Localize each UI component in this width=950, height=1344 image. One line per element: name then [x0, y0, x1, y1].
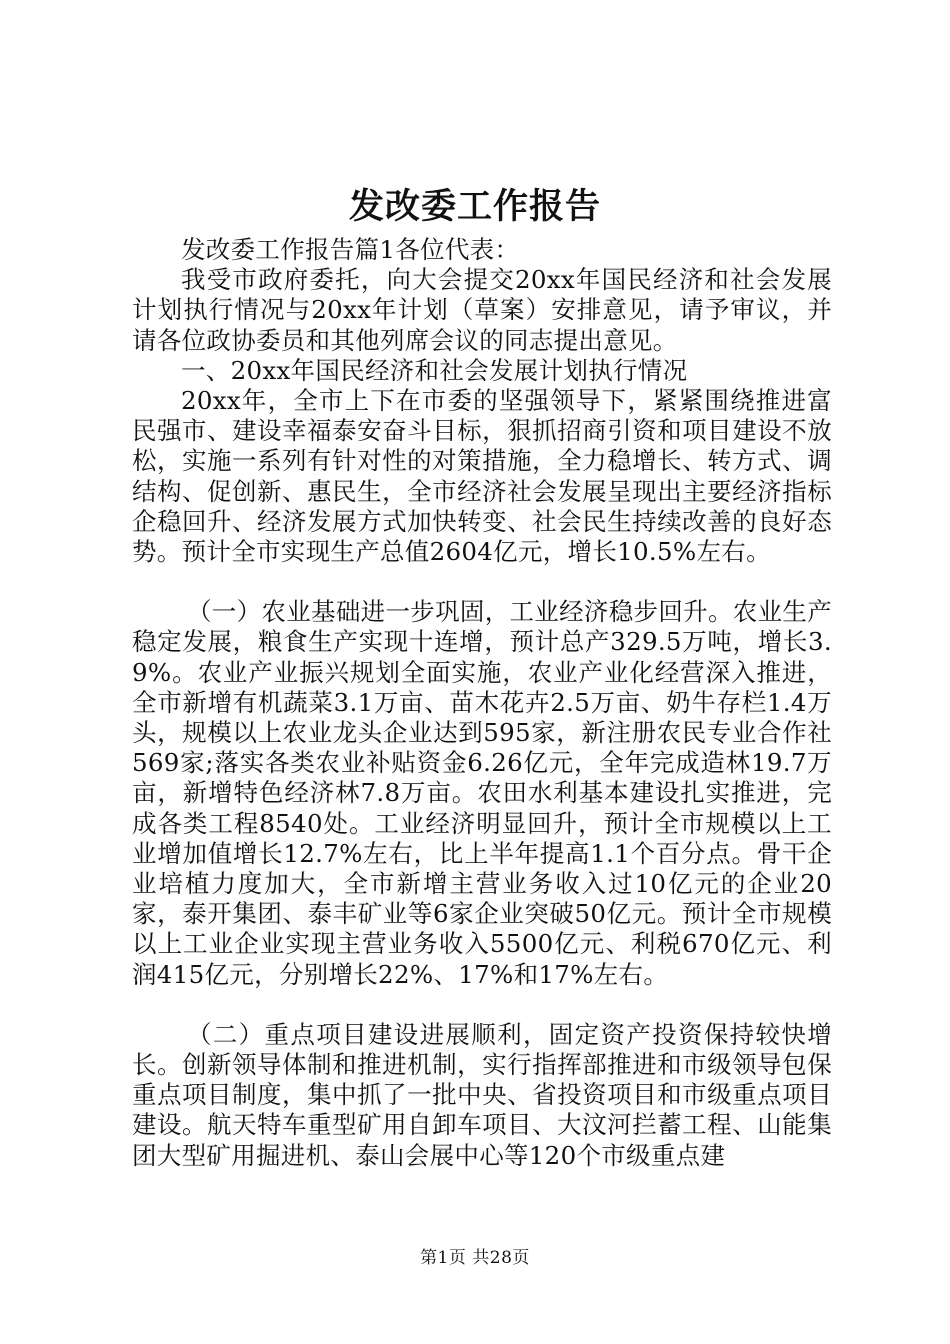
paragraph-overview: 20xx年，全市上下在市委的坚强领导下，紧紧围绕推进富民强市、建设幸福泰安奋斗目标，狠抓招商引资和项目建设不放松，实施一系列有针对性的对策措施，全力稳增长、转方式、调结构、促创新、惠民生，全市经济社会发展呈现出主要经济指标企稳回升、经济发展方式加快转变、社会民生持续改善的良好态势。预计全市实现生产总值2604亿元，增长10.5%左右。	[132, 386, 832, 567]
document-body	[132, 235, 832, 1171]
section-heading: 一、20xx年国民经济和社会发展计划执行情况	[181, 355, 688, 385]
paragraph-key-projects: （二）重点项目建设进展顺利，固定资产投资保持较快增长。创新领导体制和推进机制，实行指挥部推进和市级领导包保重点项目制度，集中抓了一批中央、省投资项目和市级重点项目建设。航天特车重型矿用自卸车项目、大汶河拦蓄工程、山能集团大型矿用掘进机、泰山会展中心等120个市级重点建	[132, 1019, 832, 1170]
paragraph-spacer	[132, 567, 832, 597]
paragraph-agriculture-industry: （一）农业基础进一步巩固，工业经济稳步回升。农业生产稳定发展，粮食生产实现十连增，预计总产329.5万吨，增长3.9%。农业产业振兴规划全面实施，农业产业化经营深入推进，全市新增有机蔬菜3.1万亩、苗木花卉2.5万亩、奶牛存栏1.4万头，规模以上农业龙头企业达到595家，新注册农民专业合作社569家;落实各类农业补贴资金6.26亿元，全年完成造林19.7万亩，新增特色经济林7.8万亩。农田水利基本建设扎实推进，完成各类工程8540处。工业经济明显回升，预计全市规模以上工业增加值增长12.7%左右，比上半年提高1.1个百分点。骨干企业培植力度加大，全市新增主营业务收入过10亿元的企业20家，泰开集团、泰丰矿业等6家企业突破50亿元。预计全市规模以上工业企业实现主营业务收入5500亿元、利税670亿元、利润415亿元，分别增长22%、17%和17%左右。	[132, 597, 832, 989]
document-title: 发改委工作报告	[348, 186, 601, 227]
paragraph-spacer	[132, 990, 832, 1020]
paragraph-intro: 我受市政府委托，向大会提交20xx年国民经济和社会发展计划执行情况与20xx年计划（草案）安排意见，请予审议，并请各位政协委员和其他列席会议的同志提出意见。	[132, 265, 832, 355]
paragraph-salutation: 发改委工作报告篇1各位代表：	[181, 235, 520, 264]
page-number: 第1页 共28页	[420, 1248, 530, 1268]
